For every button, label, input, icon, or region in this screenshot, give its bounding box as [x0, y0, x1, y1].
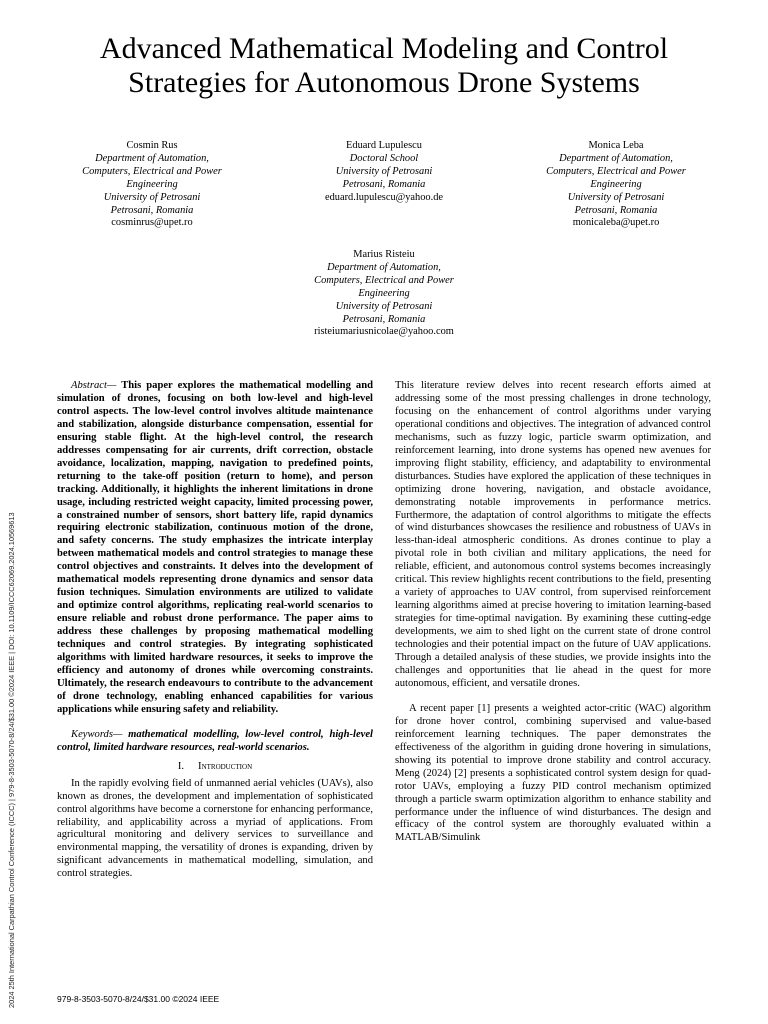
- author-affiliation-line: Engineering: [358, 287, 410, 299]
- author-block-3: [516, 140, 716, 230]
- copyright-footer: 979-8-3503-5070-8/24/$31.00 ©2024 IEEE: [57, 994, 220, 1004]
- section-title: Introduction: [198, 760, 253, 772]
- author-name: Eduard Lupulescu: [346, 140, 422, 151]
- section-number: I.: [177, 760, 185, 772]
- author-affiliation-line: Computers, Electrical and Power: [314, 274, 454, 286]
- author-block-2: [284, 140, 484, 205]
- author-name: Cosmin Rus: [126, 140, 178, 151]
- body-paragraph: This literature review delves into recent research efforts aimed at addressing some of the most pressing challenges in drone technology, focusing on the enhancement of control algorithms under varying operational conditions and objectives. The integration of advanced control mechanisms, such as fuzzy logic, particle swarm optimization, and reinforcement learning, into drone systems has opened new avenues for improving flight stability, efficiency, and adaptability to environmental disturbances. Studies have explored the application of these techniques in optimizing drone hovering, navigation, and obstacle avoidance, demonstrating notable improvements in performance metrics. Furthermore, the adaptation of control algorithms to mitigate the effects of wind disturbances showcases the resilience and robustness of UAVs in less-than-ideal atmospheric conditions. As drones continue to play a pivotal role in both civilian and military applications, the need for reliable, efficient, and autonomous control systems becomes increasingly critical. This review highlights recent contributions to the field, presenting a variety of approaches to UAV control, from supervised reinforcement learning algorithms aimed at precise hovering to imitation learning-based strategies for time-optimal navigation. By examining these cutting-edge developments, we aim to shed light on the current state of drone control technologies and their potential impact on the future of UAV applications. Through a detailed analysis of these studies, we provide insights into the challenges and opportunities that lie ahead in the quest for more autonomous, efficient, and versatile drones.: [395, 380, 711, 689]
- author-email: monicaleba@upet.ro: [572, 217, 660, 229]
- keywords-label: Keywords—: [71, 728, 123, 740]
- author-affiliation-line: University of Petrosani: [335, 165, 433, 177]
- paper-title: Advanced Mathematical Modeling and Control Strategies for Autonomous Drone Systems: [99, 32, 669, 99]
- abstract: [57, 380, 373, 717]
- author-affiliation-line: Petrosani, Romania: [342, 313, 426, 325]
- author-affiliation-line: Petrosani, Romania: [574, 204, 658, 216]
- body-paragraph: A recent paper [1] presents a weighted actor-critic (WAC) algorithm for drone hover control, combining supervised and value-based reinforcement learning techniques. The paper demonstrates the effectiveness of the algorithm in guiding drone hovering in simulations, showing its potential to improve drone stability and control accuracy. Meng (2024) [2] presents a sophisticated control system design for quad-rotor UAVs, employing a fuzzy PID control mechanism optimized through a particle swarm optimization algorithm to enhance stability and performance under the influence of wind disturbances. The design and efficacy of the control system are thoroughly evaluated within a MATLAB/Simulink: [395, 702, 711, 844]
- author-affiliation-line: Department of Automation,: [327, 261, 441, 273]
- section-heading-introduction: [57, 761, 373, 774]
- author-block-1: [52, 140, 252, 230]
- author-affiliation-line: Department of Automation,: [95, 152, 209, 164]
- keywords: [57, 729, 373, 755]
- author-affiliation-line: Engineering: [126, 178, 178, 190]
- abstract-label: Abstract—: [71, 380, 117, 391]
- conference-side-note: 2024 25th International Carpathian Control Conference (ICCC) | 979-8-3503-5070-8/24/$31.00 ©2024 IEEE | DOI: 10.1109/ICCC62069.2024.10569613: [7, 512, 16, 1008]
- right-column: [395, 380, 711, 845]
- author-email: risteiumariusnicolae@yahoo.com: [314, 326, 454, 338]
- author-affiliation-line: University of Petrosani: [103, 191, 201, 203]
- author-affiliation-line: University of Petrosani: [335, 300, 433, 312]
- author-affiliation-line: University of Petrosani: [567, 191, 665, 203]
- author-affiliation-line: Computers, Electrical and Power: [546, 165, 686, 177]
- author-affiliation-line: Petrosani, Romania: [342, 178, 426, 190]
- author-name: Marius Risteiu: [353, 249, 415, 260]
- author-email: cosminrus@upet.ro: [111, 217, 193, 229]
- abstract-text: This paper explores the mathematical modelling and simulation of drones, focusing on both low-level and high-level control aspects. The low-level control involves altitude maintenance and stabilization, alongside disturbance compensation, essential for ensuring stable flight. At the high-level control, the research addresses compensating for air currents, drift correction, obstacle avoidance, localization, mapping, navigation to predefined points, returning to the take-off position (return to home), and person tracking. Additionally, it highlights the inherent limitations in drone usage, including restricted weight capacity, limited processing power, a constrained number of sensors, short battery life, rapid dynamics requiring electronic stabilization, continuous motion of the drone, and safety concerns. The study emphasizes the intricate interplay between mathematical models and control strategies to manage these control objectives and constraints. It delves into the development of mathematical models representing drone dynamics and sensor data fusion techniques. Simulation environments are utilized to validate and optimize control algorithms, replicating real-world scenarios to ensure reliable and robust drone performance. The paper aims to address these challenges by proposing mathematical modelling techniques and control strategies. By integrating sophisticated algorithms with limited hardware resources, it seeks to improve the efficiency and autonomy of drones while overcoming constraints. Ultimately, the research endeavours to contribute to the advancement of drone technology, enabling enhanced capabilities for various applications while ensuring safety and reliability.: [57, 380, 373, 715]
- author-name: Monica Leba: [588, 140, 644, 151]
- author-affiliation-line: Computers, Electrical and Power: [82, 165, 222, 177]
- author-block-4: [284, 249, 484, 339]
- author-affiliation-line: Doctoral School: [349, 152, 419, 164]
- author-affiliation-line: Department of Automation,: [559, 152, 673, 164]
- intro-paragraph: In the rapidly evolving field of unmanned aerial vehicles (UAVs), also known as drones, the development and implementation of sophisticated control algorithms have become a cornerstone for enhancing performance, reliability, and applicability across a myriad of applications. From agricultural monitoring and delivery services to surveillance and environmental mapping, the versatility of drones is expanding, driven by significant advancements in mathematical modelling, simulation, and control strategies.: [57, 777, 373, 880]
- left-column: [57, 380, 373, 881]
- author-email: eduard.lupulescu@yahoo.de: [324, 191, 444, 203]
- author-affiliation-line: Petrosani, Romania: [110, 204, 194, 216]
- keywords-text: mathematical modelling, low-level control, high-level control, limited hardware resources, real-world scenarios.: [57, 728, 373, 753]
- author-affiliation-line: Engineering: [590, 178, 642, 190]
